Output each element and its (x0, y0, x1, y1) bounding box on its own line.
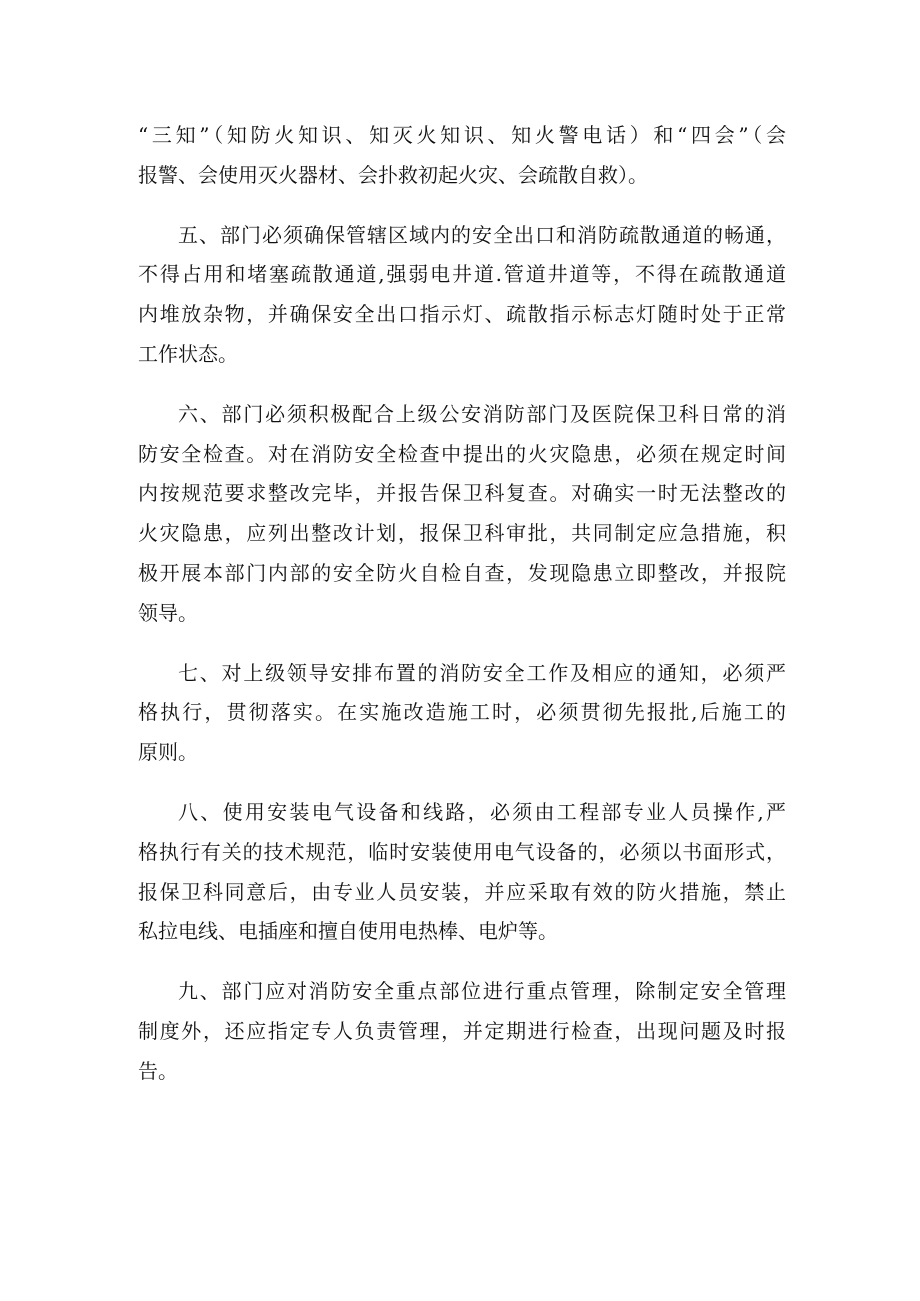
text-line: 防安全检查。对在消防安全检查中提出的火灾隐患，必须在规定时间 (138, 441, 786, 466)
paragraph-item-9 (138, 972, 786, 1091)
paragraph-item-7 (138, 654, 786, 773)
text-line: 格执行有关的技术规范，临时安装使用电气设备的，必须以书面形式， (138, 839, 786, 864)
text-line: 制度外，还应指定专人负责管理，并定期进行检查，出现问题及时报 (138, 1018, 786, 1043)
text-line: 八、使用安装电气设备和线路，必须由工程部专业人员操作,严 (178, 799, 786, 824)
text-line: 格执行，贯彻落实。在实施改造施工时，必须贯彻先报批,后施工的 (138, 700, 786, 725)
paragraph-item-5 (138, 216, 786, 375)
text-line: 五、部门必须确保管辖区域内的安全出口和消防疏散通道的畅通， (178, 222, 786, 247)
text-line: 火灾隐患，应列出整改计划，报保卫科审批，共同制定应急措施，积 (138, 521, 786, 546)
text-line: 领导。 (138, 600, 198, 625)
text-line: 内按规范要求整改完毕，并报告保卫科复查。对确实一时无法整改的 (138, 481, 786, 506)
text-line: “三知”（知防火知识、知灭火知识、知火警电话）和“四会”（会 (138, 123, 786, 147)
text-line: 内堆放杂物，并确保安全出口指示灯、疏散指示标志灯随时处于正常 (138, 302, 786, 327)
paragraph-item-6 (138, 395, 786, 634)
text-line: 告。 (138, 1058, 178, 1083)
text-line: 原则。 (138, 740, 198, 765)
text-line: 报保卫科同意后，由专业人员安装，并应采取有效的防火措施，禁止 (138, 879, 786, 904)
text-line: 七、对上级领导安排布置的消防安全工作及相应的通知，必须严 (178, 660, 786, 685)
text-line: 极开展本部门内部的安全防火自检自查，发现隐患立即整改，并报院 (138, 560, 786, 585)
text-line: 六、部门必须积极配合上级公安消防部门及医院保卫科日常的消 (178, 401, 786, 426)
document-body (138, 116, 786, 1092)
text-line: 工作状态。 (138, 341, 238, 366)
text-line: 报警、会使用灭火器材、会扑救初起火灾、会疏散自救）。 (138, 162, 648, 187)
text-line: 私拉电线、电插座和擅自使用电热棒、电炉等。 (138, 919, 558, 944)
text-line: 不得占用和堵塞疏散通道,强弱电井道.管道井道等，不得在疏散通道 (138, 262, 786, 287)
paragraph-item-8 (138, 793, 786, 952)
text-line: 九、部门应对消防安全重点部位进行重点管理，除制定安全管理 (178, 979, 786, 1004)
paragraph-four-knowledge (138, 116, 786, 196)
